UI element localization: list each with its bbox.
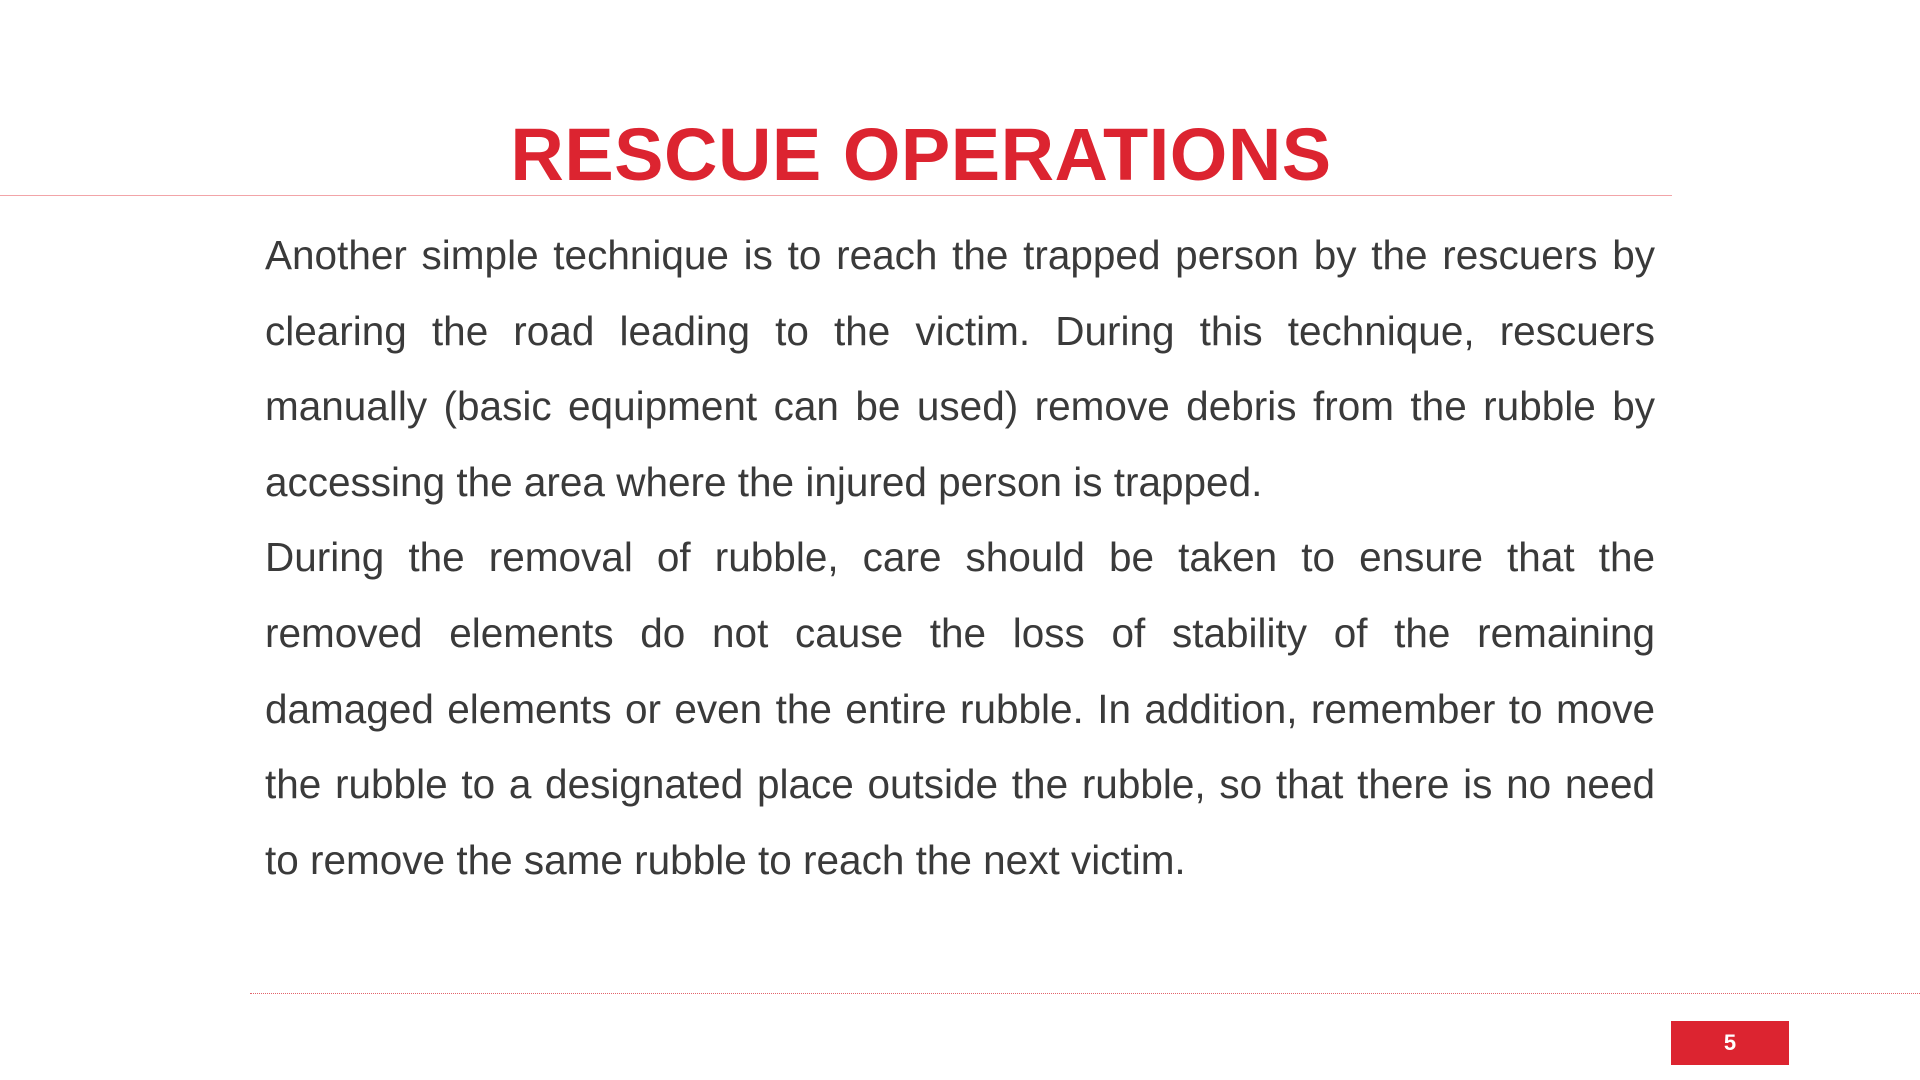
body-paragraph-2: During the removal of rubble, care should be taken to ensure that the removed elements do not cause the loss of stability of the remaining damaged elements or even the entire rubble. In addition, remember to move the rubble to a designated place outside the rubble, so that there is no need to remove the same rubble to reach the next victim.	[265, 534, 1655, 883]
page-number-badge: 5	[1671, 1021, 1789, 1065]
body-paragraph-1: Another simple technique is to reach the trapped person by the rescuers by clearing the road leading to the victim. During this technique, rescuers manually (basic equipment can be used) remove debris from the rubble by accessing the area where the injured person is trapped.	[265, 232, 1655, 505]
slide-body	[265, 218, 1655, 898]
footer-divider	[250, 993, 1920, 994]
title-divider	[0, 195, 1672, 196]
slide-title: RESCUE OPERATIONS	[510, 113, 1332, 196]
